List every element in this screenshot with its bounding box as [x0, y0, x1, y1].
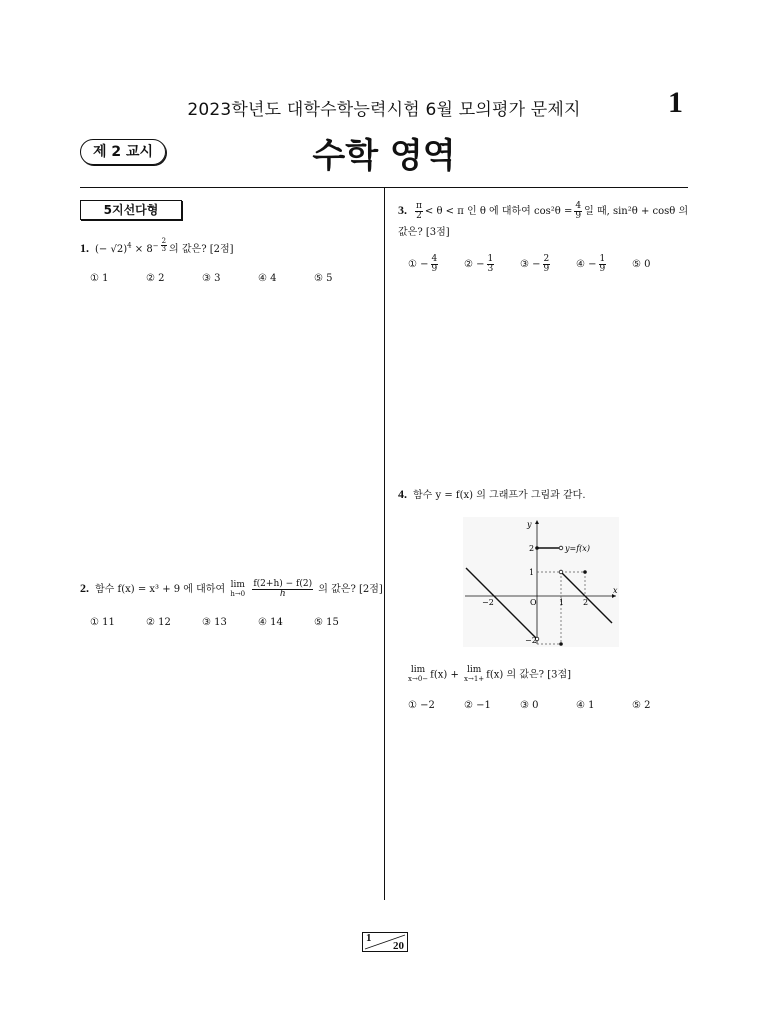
q4-prompt: f(x) 의 값은? [3점]	[486, 669, 572, 681]
x-axis-label: x	[613, 586, 618, 595]
q1-exp-num: 2	[161, 237, 167, 245]
page-indicator	[362, 932, 408, 952]
open-point	[559, 570, 563, 574]
choice[interactable]	[576, 255, 632, 274]
lim-sub: h→0	[230, 589, 246, 598]
choice-mark: ④ −	[576, 259, 597, 270]
current-page: 1	[366, 932, 372, 944]
lim-word: lim	[466, 665, 482, 675]
closed-point	[559, 642, 563, 646]
y-tick: 1	[529, 568, 535, 577]
choice[interactable]	[408, 255, 464, 274]
q2-choices	[90, 617, 370, 628]
q4-choices	[408, 700, 688, 711]
q1-prompt: 의 값은? [2점]	[169, 243, 234, 255]
choice-den: 9	[543, 264, 550, 274]
lim-word: lim	[230, 579, 245, 590]
choice[interactable]: ③ 3	[202, 273, 221, 284]
q3-text-a: < θ < π 인 θ 에 대하여 cos²θ =	[424, 206, 573, 217]
q3-choices	[408, 255, 672, 274]
q4-expression	[406, 666, 571, 684]
function-graph	[463, 517, 619, 647]
choice-num: 2	[543, 254, 550, 264]
exam-title: 2023학년도 대학수학능력시험 6월 모의평가 문제지	[187, 100, 581, 120]
choice-num: 1	[599, 254, 606, 264]
subject-title: 수학 영역	[312, 136, 456, 176]
q1-choices	[90, 273, 370, 284]
q1-exp-den: 3	[161, 245, 167, 253]
choice[interactable]: ⑤ 2	[632, 700, 651, 711]
choice[interactable]: ⑤ 0	[632, 259, 651, 270]
y-axis-label: y	[527, 520, 532, 529]
choice-mark: ② −	[464, 259, 485, 270]
choice-num: 4	[431, 254, 438, 264]
choice-mark: ① −	[408, 259, 429, 270]
y-tick: −2	[525, 636, 537, 645]
question-2	[80, 580, 383, 599]
choice[interactable]: ⑤ 5	[314, 273, 333, 284]
q3-text-b: 일 때, sin²θ + cosθ 의	[584, 206, 689, 217]
choice[interactable]: ④ 4	[258, 273, 277, 284]
question-number: 2.	[80, 581, 89, 595]
lim-word: lim	[410, 665, 426, 675]
open-point	[559, 546, 563, 550]
closed-point	[535, 546, 539, 550]
x-tick: 2	[583, 598, 589, 607]
choice[interactable]: ① 11	[90, 617, 115, 628]
section-label: 5지선다형	[80, 200, 182, 220]
question-4	[398, 487, 586, 503]
origin-label: O	[530, 598, 537, 607]
question-3	[398, 202, 688, 221]
question-1	[80, 238, 234, 257]
question-number: 3.	[398, 203, 407, 217]
choice[interactable]: ① −2	[408, 700, 435, 711]
q1-mid: × 8	[131, 243, 153, 255]
q4-mid: f(x) +	[430, 669, 459, 681]
q2-prompt: 의 값은? [2점]	[318, 584, 383, 595]
q2-frac-num: f(2+h) − f(2)	[253, 579, 313, 589]
x-tick: −2	[482, 598, 494, 607]
q3-val-num: 4	[575, 201, 582, 211]
choice-num: 1	[487, 254, 494, 264]
question-number: 1.	[80, 240, 89, 255]
choice[interactable]	[520, 255, 576, 274]
choice[interactable]: ③ 0	[520, 700, 539, 711]
choice-den: 9	[431, 264, 438, 274]
choice[interactable]: ① 1	[90, 273, 109, 284]
choice[interactable]: ② 2	[146, 273, 165, 284]
x-tick: 1	[559, 598, 565, 607]
choice[interactable]: ② −1	[464, 700, 491, 711]
lim-sub: x→0−	[408, 675, 429, 683]
q3-val-den: 9	[575, 211, 582, 221]
choice[interactable]: ④ 1	[576, 700, 595, 711]
choice-den: 3	[487, 264, 494, 274]
choice[interactable]: ② 12	[146, 617, 171, 628]
q1-exp-sign: −	[152, 241, 159, 250]
total-pages: 20	[393, 940, 404, 952]
q3-pi: π	[416, 201, 422, 211]
q3-pi-den: 2	[416, 211, 422, 221]
page-number: 1	[668, 86, 683, 119]
choice-mark: ③ −	[520, 259, 541, 270]
column-divider	[384, 188, 385, 900]
choice[interactable]: ③ 13	[202, 617, 227, 628]
choice[interactable]: ④ 14	[258, 617, 283, 628]
y-tick: 2	[529, 544, 535, 553]
q2-frac-den: h	[279, 589, 286, 599]
q1-exp1: 4	[127, 241, 132, 250]
q3-line2: 값은? [3점]	[398, 227, 450, 238]
choice-den: 9	[599, 264, 606, 274]
function-label: y=f(x)	[565, 544, 590, 553]
lim-sub: x→1+	[464, 675, 485, 683]
q4-text: 함수 y = f(x) 의 그래프가 그림과 같다.	[413, 490, 586, 501]
period-badge: 제 2 교시	[80, 139, 166, 165]
question-number: 4.	[398, 487, 407, 501]
q1-base: (− √2)	[95, 243, 128, 255]
closed-point	[583, 570, 587, 574]
q2-text: 함수 f(x) = x³ + 9 에 대하여	[95, 584, 226, 595]
choice[interactable]	[464, 255, 520, 274]
choice[interactable]: ⑤ 15	[314, 617, 339, 628]
